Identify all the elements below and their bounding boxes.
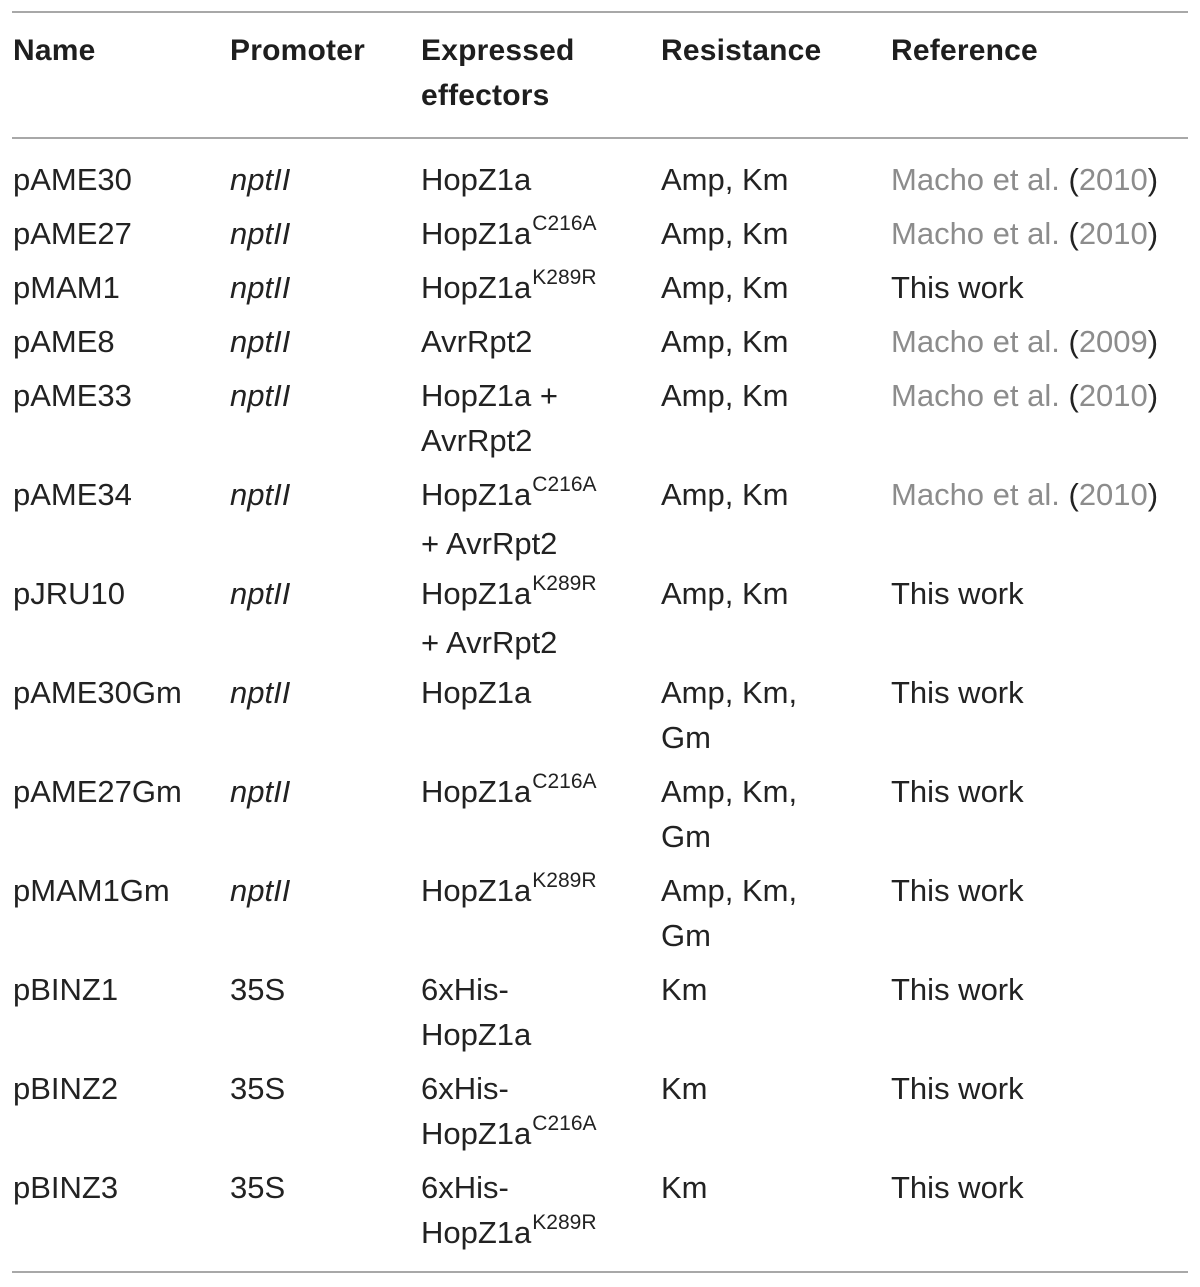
table-row	[0, 319, 1200, 373]
effector-text: 6xHis-	[421, 1170, 509, 1205]
effector-line	[421, 265, 597, 314]
resistance-cell	[661, 1066, 708, 1111]
effector-line	[421, 571, 597, 620]
effectors-cell	[421, 1165, 597, 1259]
table-row	[0, 868, 1200, 967]
effector-mutation-superscript: C216A	[532, 770, 597, 793]
table-row	[0, 769, 1200, 868]
effectors-cell	[421, 157, 531, 202]
promoter-cell: 35S	[230, 1071, 286, 1106]
effector-line	[421, 521, 597, 566]
table-bottom-rule	[12, 1271, 1188, 1273]
reference-cell	[891, 769, 1024, 814]
reference-cell	[891, 670, 1024, 715]
resistance-cell	[661, 967, 708, 1012]
table-header-rule	[12, 137, 1188, 139]
plasmid-name-cell: pAME27	[13, 216, 132, 251]
effector-text: + AvrRpt2	[421, 625, 558, 660]
reference-year-link[interactable]: 2010	[1078, 162, 1148, 197]
resistance-cell	[661, 319, 788, 364]
resistance-line: Gm	[661, 720, 711, 755]
reference-cell: Macho et al. (2010)	[891, 162, 1159, 197]
effector-text: HopZ1a	[421, 162, 532, 197]
effector-text: AvrRpt2	[421, 423, 533, 458]
promoter-cell: nptII	[230, 477, 291, 512]
reference-cell	[891, 1165, 1024, 1210]
promoter-cell: nptII	[230, 675, 291, 710]
promoter-cell: nptII	[230, 576, 291, 611]
promoter-cell: 35S	[230, 972, 286, 1007]
header-name: Name	[13, 34, 96, 67]
resistance-line: Amp, Km,	[661, 774, 798, 809]
header-reference: Reference	[891, 34, 1038, 67]
reference-cell	[891, 1066, 1024, 1111]
table-body	[0, 157, 1200, 1264]
plasmid-name-cell: pAME27Gm	[13, 774, 182, 809]
effector-text: HopZ1a	[421, 1215, 532, 1250]
effectors-cell	[421, 868, 597, 917]
promoter-cell: nptII	[230, 270, 291, 305]
effectors-cell	[421, 967, 531, 1057]
effector-line	[421, 1111, 597, 1160]
effector-text: HopZ1a	[421, 270, 532, 305]
plasmid-name-cell: pJRU10	[13, 576, 125, 611]
plasmid-name-cell: pAME30Gm	[13, 675, 182, 710]
reference-cell: Macho et al. (2010)	[891, 477, 1159, 512]
effector-line	[421, 620, 597, 665]
plasmid-name-cell: pAME30	[13, 162, 132, 197]
effector-line	[421, 769, 597, 818]
effector-text: AvrRpt2	[421, 324, 533, 359]
effectors-cell	[421, 571, 597, 665]
resistance-line: Amp, Km	[661, 216, 789, 251]
effectors-cell	[421, 319, 532, 364]
resistance-line: Km	[661, 972, 708, 1007]
resistance-line: Km	[661, 1071, 708, 1106]
reference-text: This work	[891, 1170, 1024, 1205]
effector-text: HopZ1a	[421, 1017, 532, 1052]
resistance-cell	[661, 472, 788, 517]
resistance-line: Gm	[661, 918, 711, 953]
effector-text: + AvrRpt2	[421, 526, 558, 561]
resistance-cell	[661, 373, 788, 418]
plasmid-name-cell: pBINZ2	[13, 1071, 119, 1106]
effector-line	[421, 472, 597, 521]
table-row	[0, 472, 1200, 571]
resistance-cell	[661, 265, 788, 310]
promoter-cell: nptII	[230, 873, 291, 908]
effector-line	[421, 1165, 597, 1210]
promoter-cell: nptII	[230, 162, 291, 197]
effector-line	[421, 1066, 597, 1111]
reference-author-link[interactable]: Macho et al.	[891, 324, 1060, 359]
effectors-cell	[421, 472, 597, 566]
plasmid-name-cell: pMAM1Gm	[13, 873, 170, 908]
effectors-cell	[421, 769, 597, 818]
table-row	[0, 157, 1200, 211]
table-row	[0, 265, 1200, 319]
resistance-line: Amp, Km	[661, 576, 789, 611]
effector-mutation-superscript: K289R	[532, 869, 597, 892]
resistance-line: Amp, Km	[661, 162, 789, 197]
effector-mutation-superscript: C216A	[532, 1112, 597, 1135]
reference-cell	[891, 967, 1024, 1012]
effectors-cell	[421, 1066, 597, 1160]
header-expressed-effectors	[421, 28, 575, 118]
effector-line	[421, 319, 532, 364]
effector-mutation-superscript: C216A	[532, 473, 597, 496]
effector-line	[421, 670, 531, 715]
reference-year-link[interactable]: 2010	[1078, 378, 1148, 413]
reference-year-link[interactable]: 2010	[1078, 216, 1148, 251]
plasmid-name-cell: pMAM1	[13, 270, 120, 305]
effectors-cell	[421, 265, 597, 314]
reference-cell: Macho et al. (2010)	[891, 378, 1159, 413]
effector-line	[421, 373, 558, 418]
reference-cell	[891, 571, 1024, 616]
table-row	[0, 571, 1200, 670]
header-effectors-line2: effectors	[421, 79, 550, 112]
effector-text: HopZ1a	[421, 576, 532, 611]
promoter-cell: nptII	[230, 324, 291, 359]
resistance-line: Gm	[661, 819, 711, 854]
effector-line	[421, 967, 531, 1012]
resistance-line: Amp, Km,	[661, 873, 798, 908]
promoter-cell: nptII	[230, 216, 291, 251]
effector-text: HopZ1a	[421, 873, 532, 908]
effector-text: HopZ1a +	[421, 378, 559, 413]
effector-text: HopZ1a	[421, 216, 532, 251]
effector-mutation-superscript: K289R	[532, 572, 597, 595]
plasmid-name-cell: pAME33	[13, 378, 132, 413]
resistance-line: Amp, Km	[661, 378, 789, 413]
resistance-line: Amp, Km	[661, 270, 789, 305]
header-resistance: Resistance	[661, 34, 822, 67]
resistance-cell	[661, 211, 788, 256]
effectors-cell	[421, 211, 597, 260]
promoter-cell: 35S	[230, 1170, 286, 1205]
promoter-cell: nptII	[230, 774, 291, 809]
reference-text: This work	[891, 1071, 1024, 1106]
reference-cell: Macho et al. (2009)	[891, 324, 1159, 359]
resistance-cell	[661, 571, 788, 616]
resistance-line: Km	[661, 1170, 708, 1205]
promoter-cell: nptII	[230, 378, 291, 413]
reference-author-link[interactable]: Macho et al.	[891, 477, 1060, 512]
reference-author-link[interactable]: Macho et al.	[891, 216, 1060, 251]
effector-line	[421, 1012, 531, 1057]
reference-text: This work	[891, 675, 1024, 710]
reference-author-link[interactable]: Macho et al.	[891, 162, 1060, 197]
reference-text: This work	[891, 972, 1024, 1007]
resistance-line: Amp, Km	[661, 324, 789, 359]
reference-text: This work	[891, 270, 1024, 305]
effector-mutation-superscript: K289R	[532, 1211, 597, 1234]
reference-cell	[891, 868, 1024, 913]
effectors-cell	[421, 373, 558, 463]
table-row	[0, 1066, 1200, 1165]
effector-text: HopZ1a	[421, 675, 532, 710]
reference-text: This work	[891, 873, 1024, 908]
resistance-cell	[661, 1165, 708, 1210]
resistance-cell	[661, 769, 797, 859]
plasmid-name-cell: pAME34	[13, 477, 132, 512]
table-top-rule	[12, 11, 1188, 13]
effector-line	[421, 211, 597, 260]
reference-cell: Macho et al. (2010)	[891, 216, 1159, 251]
resistance-cell	[661, 670, 797, 760]
resistance-cell	[661, 868, 797, 958]
table-row	[0, 1165, 1200, 1264]
resistance-line: Amp, Km,	[661, 675, 798, 710]
reference-author-link[interactable]: Macho et al.	[891, 378, 1060, 413]
effector-text: 6xHis-	[421, 972, 509, 1007]
reference-year-link[interactable]: 2010	[1078, 477, 1148, 512]
plasmid-name-cell: pAME8	[13, 324, 115, 359]
effector-mutation-superscript: K289R	[532, 266, 597, 289]
reference-text: This work	[891, 774, 1024, 809]
plasmid-name-cell: pBINZ3	[13, 1170, 119, 1205]
effector-line	[421, 868, 597, 917]
resistance-cell	[661, 157, 788, 202]
resistance-line: Amp, Km	[661, 477, 789, 512]
header-promoter: Promoter	[230, 34, 365, 67]
table-row	[0, 967, 1200, 1066]
effector-text: HopZ1a	[421, 774, 532, 809]
effector-line	[421, 1210, 597, 1259]
effector-text: 6xHis-	[421, 1071, 509, 1106]
plasmid-name-cell: pBINZ1	[13, 972, 119, 1007]
table-header-row	[0, 28, 1200, 128]
effector-line	[421, 157, 531, 202]
effector-line	[421, 418, 558, 463]
effector-text: HopZ1a	[421, 1116, 532, 1151]
header-effectors-line1: Expressed	[421, 34, 575, 67]
reference-cell	[891, 265, 1024, 310]
effector-text: HopZ1a	[421, 477, 532, 512]
table-row	[0, 373, 1200, 472]
reference-text: This work	[891, 576, 1024, 611]
effector-mutation-superscript: C216A	[532, 212, 597, 235]
table-row	[0, 670, 1200, 769]
effectors-cell	[421, 670, 531, 715]
reference-year-link[interactable]: 2009	[1078, 324, 1148, 359]
table-row	[0, 211, 1200, 265]
